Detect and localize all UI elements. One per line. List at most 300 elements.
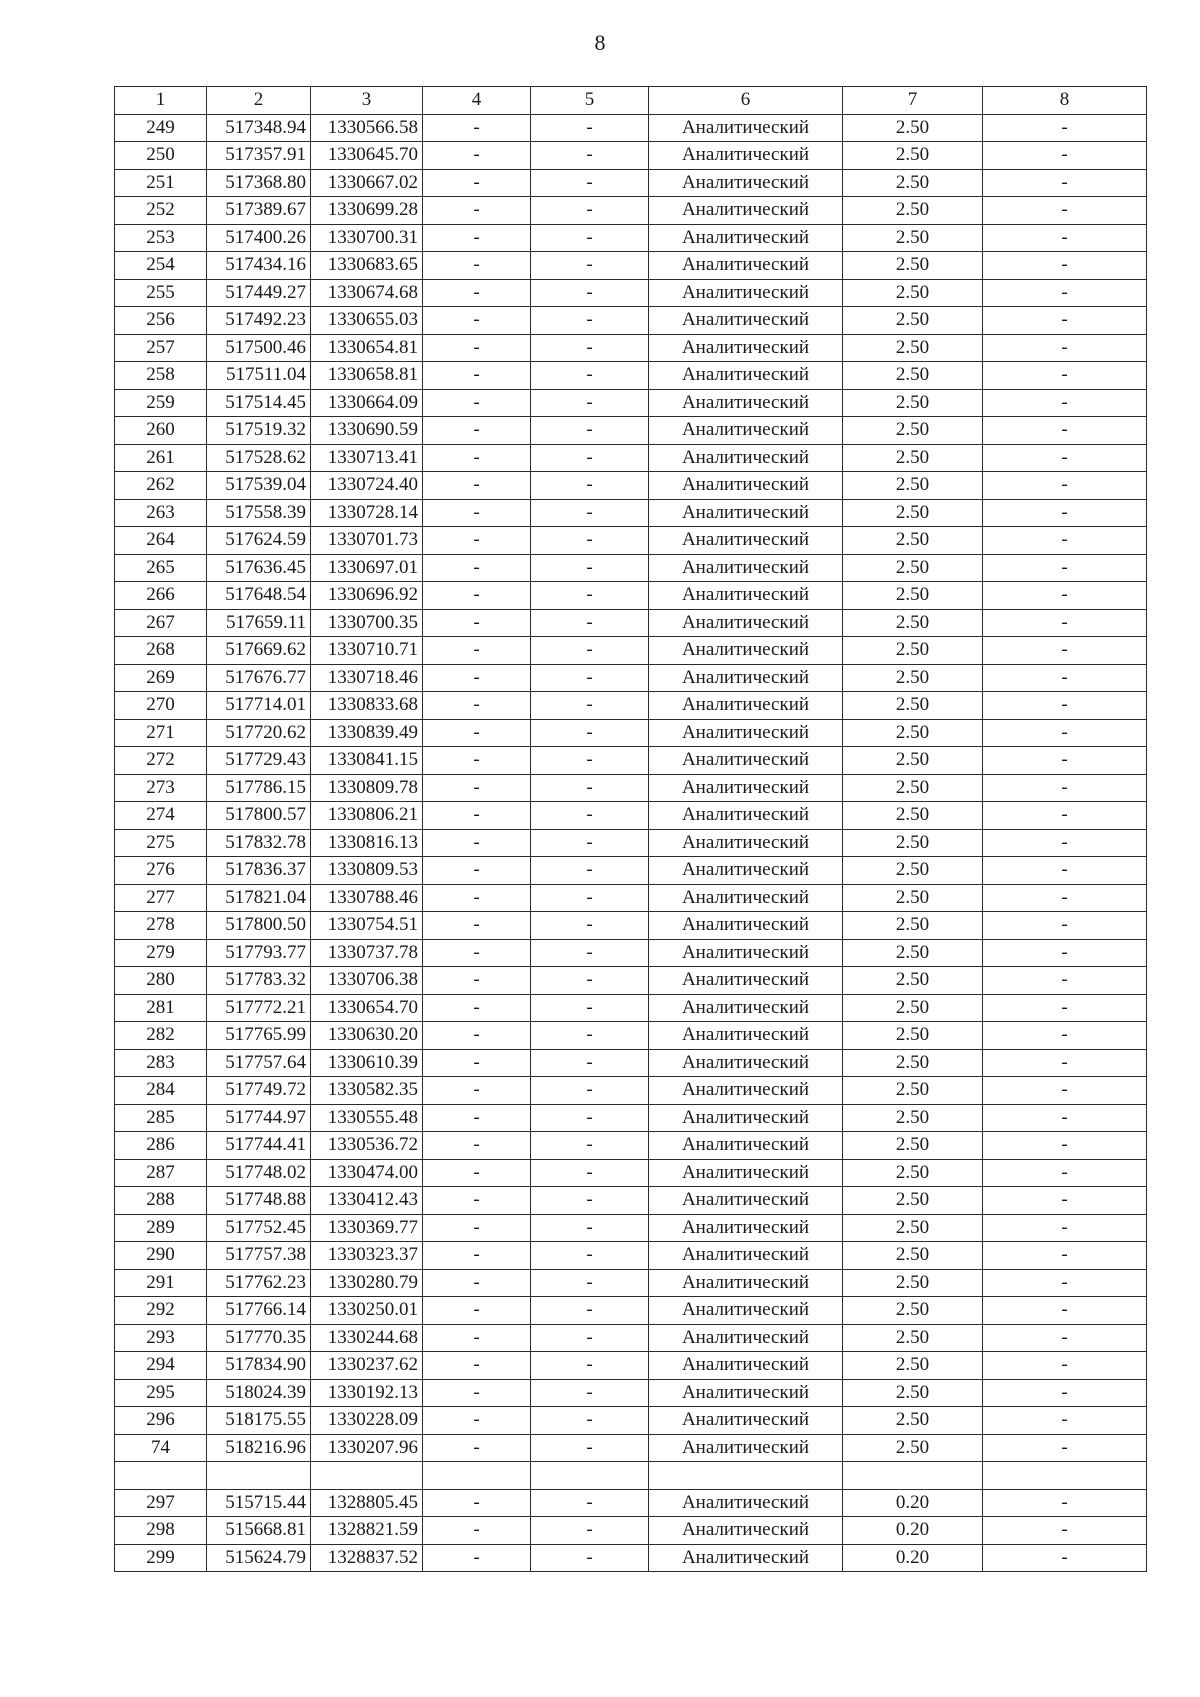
x-coordinate-cell: 517744.41 <box>207 1132 311 1160</box>
point-number-cell: 252 <box>115 197 207 225</box>
point-number-cell: 284 <box>115 1077 207 1105</box>
column-header: 7 <box>843 87 983 115</box>
y-coordinate-cell: 1330713.41 <box>311 444 423 472</box>
method-cell: Аналитический <box>649 719 843 747</box>
accuracy-cell: 2.50 <box>843 1297 983 1325</box>
column-8-cell: - <box>983 1379 1147 1407</box>
y-coordinate-cell: 1330555.48 <box>311 1104 423 1132</box>
method-cell: Аналитический <box>649 1159 843 1187</box>
x-coordinate-cell: 517558.39 <box>207 499 311 527</box>
accuracy-cell: 2.50 <box>843 857 983 885</box>
accuracy-cell: 2.50 <box>843 1352 983 1380</box>
point-number-cell: 279 <box>115 939 207 967</box>
column-5-cell: - <box>531 334 649 362</box>
accuracy-cell: 2.50 <box>843 1187 983 1215</box>
column-4-cell: - <box>423 499 531 527</box>
method-cell: Аналитический <box>649 1517 843 1545</box>
table-row <box>115 142 1147 170</box>
column-4-cell: - <box>423 334 531 362</box>
y-coordinate-cell: 1330699.28 <box>311 197 423 225</box>
y-coordinate-cell: 1330806.21 <box>311 802 423 830</box>
column-4-cell: - <box>423 884 531 912</box>
column-8-cell: - <box>983 1352 1147 1380</box>
point-number-cell: 262 <box>115 472 207 500</box>
column-5-cell: - <box>531 362 649 390</box>
method-cell: Аналитический <box>649 939 843 967</box>
column-4-cell: - <box>423 1544 531 1572</box>
point-number-cell: 292 <box>115 1297 207 1325</box>
y-coordinate-cell: 1330816.13 <box>311 829 423 857</box>
y-coordinate-cell: 1328837.52 <box>311 1544 423 1572</box>
column-4-cell: - <box>423 1434 531 1462</box>
column-8-cell: - <box>983 142 1147 170</box>
column-5-cell: - <box>531 664 649 692</box>
point-number-cell: 280 <box>115 967 207 995</box>
y-coordinate-cell: 1330788.46 <box>311 884 423 912</box>
method-cell: Аналитический <box>649 1489 843 1517</box>
table-row <box>115 417 1147 445</box>
accuracy-cell: 2.50 <box>843 307 983 335</box>
accuracy-cell: 2.50 <box>843 169 983 197</box>
x-coordinate-cell: 515668.81 <box>207 1517 311 1545</box>
y-coordinate-cell: 1330323.37 <box>311 1242 423 1270</box>
method-cell: Аналитический <box>649 857 843 885</box>
y-coordinate-cell: 1330706.38 <box>311 967 423 995</box>
column-5-cell: - <box>531 1214 649 1242</box>
column-4-cell: - <box>423 417 531 445</box>
method-cell: Аналитический <box>649 554 843 582</box>
table-row <box>115 1077 1147 1105</box>
column-8-cell: - <box>983 1434 1147 1462</box>
y-coordinate-cell: 1330700.35 <box>311 609 423 637</box>
method-cell: Аналитический <box>649 747 843 775</box>
table-row <box>115 857 1147 885</box>
method-cell: Аналитический <box>649 1544 843 1572</box>
method-cell: Аналитический <box>649 1242 843 1270</box>
column-5-cell: - <box>531 197 649 225</box>
accuracy-cell: 2.50 <box>843 1077 983 1105</box>
table-row <box>115 1407 1147 1435</box>
x-coordinate-cell: 517757.38 <box>207 1242 311 1270</box>
column-5-cell: - <box>531 774 649 802</box>
accuracy-cell: 2.50 <box>843 774 983 802</box>
x-coordinate-cell: 517624.59 <box>207 527 311 555</box>
column-8-cell: - <box>983 114 1147 142</box>
method-cell: Аналитический <box>649 774 843 802</box>
column-5-cell: - <box>531 279 649 307</box>
method-cell: Аналитический <box>649 1187 843 1215</box>
point-number-cell: 267 <box>115 609 207 637</box>
method-cell: Аналитический <box>649 1022 843 1050</box>
column-8-cell: - <box>983 224 1147 252</box>
y-coordinate-cell: 1330664.09 <box>311 389 423 417</box>
y-coordinate-cell: 1330654.81 <box>311 334 423 362</box>
method-cell: Аналитический <box>649 609 843 637</box>
method-cell: Аналитический <box>649 334 843 362</box>
x-coordinate-cell: 517793.77 <box>207 939 311 967</box>
column-header: 2 <box>207 87 311 115</box>
column-8-cell: - <box>983 1407 1147 1435</box>
point-number-cell: 276 <box>115 857 207 885</box>
y-coordinate-cell: 1330244.68 <box>311 1324 423 1352</box>
column-4-cell: - <box>423 857 531 885</box>
x-coordinate-cell: 515715.44 <box>207 1489 311 1517</box>
column-4-cell: - <box>423 527 531 555</box>
column-4-cell: - <box>423 1517 531 1545</box>
column-8-cell: - <box>983 1132 1147 1160</box>
y-coordinate-cell: 1330700.31 <box>311 224 423 252</box>
column-8-cell: - <box>983 197 1147 225</box>
column-5-cell: - <box>531 1379 649 1407</box>
x-coordinate-cell: 517449.27 <box>207 279 311 307</box>
point-number-cell: 269 <box>115 664 207 692</box>
point-number-cell: 74 <box>115 1434 207 1462</box>
accuracy-cell <box>843 1462 983 1490</box>
column-8-cell: - <box>983 1104 1147 1132</box>
point-number-cell: 272 <box>115 747 207 775</box>
column-8-cell: - <box>983 252 1147 280</box>
table-row <box>115 774 1147 802</box>
accuracy-cell: 2.50 <box>843 1379 983 1407</box>
table-row <box>115 389 1147 417</box>
column-4-cell: - <box>423 1214 531 1242</box>
column-4-cell: - <box>423 1379 531 1407</box>
point-number-cell: 271 <box>115 719 207 747</box>
method-cell: Аналитический <box>649 472 843 500</box>
column-4-cell: - <box>423 1104 531 1132</box>
point-number-cell: 259 <box>115 389 207 417</box>
table-row <box>115 334 1147 362</box>
method-cell: Аналитический <box>649 417 843 445</box>
x-coordinate-cell: 517434.16 <box>207 252 311 280</box>
point-number-cell: 270 <box>115 692 207 720</box>
x-coordinate-cell: 517720.62 <box>207 719 311 747</box>
column-8-cell: - <box>983 1517 1147 1545</box>
x-coordinate-cell: 517348.94 <box>207 114 311 142</box>
column-4-cell: - <box>423 802 531 830</box>
method-cell: Аналитический <box>649 169 843 197</box>
column-4-cell: - <box>423 224 531 252</box>
table-row <box>115 692 1147 720</box>
accuracy-cell: 2.50 <box>843 1242 983 1270</box>
x-coordinate-cell: 517492.23 <box>207 307 311 335</box>
method-cell: Аналитический <box>649 224 843 252</box>
y-coordinate-cell: 1330697.01 <box>311 554 423 582</box>
column-8-cell: - <box>983 692 1147 720</box>
point-number-cell: 265 <box>115 554 207 582</box>
column-5-cell: - <box>531 1544 649 1572</box>
column-5-cell: - <box>531 224 649 252</box>
coordinates-table <box>114 86 1147 1572</box>
column-5-cell: - <box>531 1407 649 1435</box>
column-5-cell: - <box>531 1187 649 1215</box>
column-8-cell: - <box>983 334 1147 362</box>
column-5-cell: - <box>531 252 649 280</box>
column-8-cell: - <box>983 1159 1147 1187</box>
table-body <box>115 114 1147 1572</box>
point-number-cell: 294 <box>115 1352 207 1380</box>
column-8-cell: - <box>983 637 1147 665</box>
y-coordinate-cell: 1330630.20 <box>311 1022 423 1050</box>
x-coordinate-cell: 517783.32 <box>207 967 311 995</box>
y-coordinate-cell: 1330696.92 <box>311 582 423 610</box>
accuracy-cell: 2.50 <box>843 362 983 390</box>
x-coordinate-cell: 517800.57 <box>207 802 311 830</box>
table-row <box>115 1517 1147 1545</box>
column-5-cell <box>531 1462 649 1490</box>
y-coordinate-cell: 1330839.49 <box>311 719 423 747</box>
point-number-cell: 257 <box>115 334 207 362</box>
method-cell: Аналитический <box>649 1297 843 1325</box>
accuracy-cell: 0.20 <box>843 1489 983 1517</box>
column-5-cell: - <box>531 169 649 197</box>
column-5-cell: - <box>531 389 649 417</box>
column-8-cell: - <box>983 664 1147 692</box>
method-cell: Аналитический <box>649 114 843 142</box>
x-coordinate-cell: 517514.45 <box>207 389 311 417</box>
y-coordinate-cell: 1330690.59 <box>311 417 423 445</box>
column-8-cell: - <box>983 1187 1147 1215</box>
method-cell: Аналитический <box>649 994 843 1022</box>
column-4-cell: - <box>423 307 531 335</box>
point-number-cell: 291 <box>115 1269 207 1297</box>
accuracy-cell: 2.50 <box>843 1407 983 1435</box>
y-coordinate-cell: 1330724.40 <box>311 472 423 500</box>
point-number-cell: 298 <box>115 1517 207 1545</box>
x-coordinate-cell: 517729.43 <box>207 747 311 775</box>
table-row <box>115 1352 1147 1380</box>
x-coordinate-cell: 517669.62 <box>207 637 311 665</box>
column-8-cell: - <box>983 307 1147 335</box>
column-4-cell: - <box>423 1049 531 1077</box>
table-row <box>115 1379 1147 1407</box>
column-5-cell: - <box>531 582 649 610</box>
accuracy-cell: 2.50 <box>843 582 983 610</box>
column-4-cell: - <box>423 197 531 225</box>
column-5-cell: - <box>531 967 649 995</box>
column-5-cell: - <box>531 444 649 472</box>
column-4-cell: - <box>423 1352 531 1380</box>
method-cell: Аналитический <box>649 142 843 170</box>
column-4-cell: - <box>423 1022 531 1050</box>
y-coordinate-cell: 1330654.70 <box>311 994 423 1022</box>
method-cell: Аналитический <box>649 252 843 280</box>
column-4-cell: - <box>423 114 531 142</box>
column-5-cell: - <box>531 114 649 142</box>
y-coordinate-cell <box>311 1462 423 1490</box>
column-5-cell: - <box>531 307 649 335</box>
y-coordinate-cell: 1330683.65 <box>311 252 423 280</box>
column-8-cell: - <box>983 1269 1147 1297</box>
x-coordinate-cell: 517762.23 <box>207 1269 311 1297</box>
column-4-cell: - <box>423 994 531 1022</box>
column-8-cell: - <box>983 719 1147 747</box>
table-row <box>115 307 1147 335</box>
column-5-cell: - <box>531 1517 649 1545</box>
table-row <box>115 967 1147 995</box>
column-8-cell: - <box>983 1022 1147 1050</box>
column-header: 6 <box>649 87 843 115</box>
point-number-cell: 274 <box>115 802 207 830</box>
y-coordinate-cell: 1330833.68 <box>311 692 423 720</box>
method-cell: Аналитический <box>649 1049 843 1077</box>
column-4-cell: - <box>423 1489 531 1517</box>
column-5-cell: - <box>531 1077 649 1105</box>
table-row <box>115 169 1147 197</box>
accuracy-cell: 2.50 <box>843 1104 983 1132</box>
column-8-cell: - <box>983 389 1147 417</box>
table-row <box>115 1214 1147 1242</box>
table-row <box>115 1104 1147 1132</box>
x-coordinate-cell: 517539.04 <box>207 472 311 500</box>
point-number-cell: 254 <box>115 252 207 280</box>
point-number-cell: 275 <box>115 829 207 857</box>
column-4-cell: - <box>423 142 531 170</box>
accuracy-cell: 2.50 <box>843 1132 983 1160</box>
table-row <box>115 197 1147 225</box>
column-4-cell: - <box>423 939 531 967</box>
point-number-cell: 255 <box>115 279 207 307</box>
accuracy-cell: 2.50 <box>843 472 983 500</box>
column-header: 5 <box>531 87 649 115</box>
x-coordinate-cell: 517389.67 <box>207 197 311 225</box>
method-cell: Аналитический <box>649 1434 843 1462</box>
table-row <box>115 1269 1147 1297</box>
column-8-cell: - <box>983 1544 1147 1572</box>
column-4-cell: - <box>423 1159 531 1187</box>
method-cell: Аналитический <box>649 582 843 610</box>
table-row <box>115 527 1147 555</box>
table-row <box>115 1544 1147 1572</box>
y-coordinate-cell: 1330718.46 <box>311 664 423 692</box>
column-4-cell: - <box>423 1242 531 1270</box>
x-coordinate-cell: 517832.78 <box>207 829 311 857</box>
accuracy-cell: 2.50 <box>843 444 983 472</box>
column-header: 3 <box>311 87 423 115</box>
accuracy-cell: 2.50 <box>843 197 983 225</box>
accuracy-cell: 2.50 <box>843 609 983 637</box>
x-coordinate-cell: 517714.01 <box>207 692 311 720</box>
column-5-cell: - <box>531 719 649 747</box>
column-8-cell: - <box>983 802 1147 830</box>
accuracy-cell: 2.50 <box>843 1022 983 1050</box>
accuracy-cell: 2.50 <box>843 664 983 692</box>
column-8-cell <box>983 1462 1147 1490</box>
table-row <box>115 554 1147 582</box>
method-cell: Аналитический <box>649 362 843 390</box>
column-5-cell: - <box>531 994 649 1022</box>
table-row <box>115 1242 1147 1270</box>
table-row <box>115 1049 1147 1077</box>
column-4-cell: - <box>423 1187 531 1215</box>
accuracy-cell: 2.50 <box>843 939 983 967</box>
column-4-cell: - <box>423 637 531 665</box>
point-number-cell: 263 <box>115 499 207 527</box>
point-number-cell: 289 <box>115 1214 207 1242</box>
table-row <box>115 1297 1147 1325</box>
column-header: 1 <box>115 87 207 115</box>
accuracy-cell: 2.50 <box>843 1049 983 1077</box>
method-cell: Аналитический <box>649 1269 843 1297</box>
accuracy-cell: 2.50 <box>843 279 983 307</box>
column-5-cell: - <box>531 417 649 445</box>
y-coordinate-cell: 1328805.45 <box>311 1489 423 1517</box>
accuracy-cell: 2.50 <box>843 389 983 417</box>
table-row <box>115 1022 1147 1050</box>
y-coordinate-cell: 1330667.02 <box>311 169 423 197</box>
y-coordinate-cell: 1330280.79 <box>311 1269 423 1297</box>
accuracy-cell: 2.50 <box>843 747 983 775</box>
column-4-cell: - <box>423 582 531 610</box>
y-coordinate-cell: 1330474.00 <box>311 1159 423 1187</box>
point-number-cell: 299 <box>115 1544 207 1572</box>
y-coordinate-cell: 1330809.78 <box>311 774 423 802</box>
x-coordinate-cell: 517836.37 <box>207 857 311 885</box>
column-5-cell: - <box>531 142 649 170</box>
column-4-cell: - <box>423 444 531 472</box>
x-coordinate-cell: 517749.72 <box>207 1077 311 1105</box>
accuracy-cell: 2.50 <box>843 252 983 280</box>
y-coordinate-cell: 1330610.39 <box>311 1049 423 1077</box>
method-cell: Аналитический <box>649 692 843 720</box>
point-number-cell: 268 <box>115 637 207 665</box>
column-8-cell: - <box>983 939 1147 967</box>
method-cell: Аналитический <box>649 637 843 665</box>
accuracy-cell: 2.50 <box>843 527 983 555</box>
column-5-cell: - <box>531 802 649 830</box>
column-5-cell: - <box>531 1489 649 1517</box>
table-row <box>115 719 1147 747</box>
point-number-cell: 283 <box>115 1049 207 1077</box>
method-cell: Аналитический <box>649 829 843 857</box>
column-4-cell: - <box>423 747 531 775</box>
x-coordinate-cell: 517659.11 <box>207 609 311 637</box>
accuracy-cell: 2.50 <box>843 692 983 720</box>
column-4-cell: - <box>423 912 531 940</box>
x-coordinate-cell: 517834.90 <box>207 1352 311 1380</box>
column-4-cell: - <box>423 1297 531 1325</box>
method-cell: Аналитический <box>649 499 843 527</box>
method-cell: Аналитический <box>649 1379 843 1407</box>
accuracy-cell: 2.50 <box>843 637 983 665</box>
method-cell: Аналитический <box>649 884 843 912</box>
column-4-cell: - <box>423 774 531 802</box>
column-8-cell: - <box>983 554 1147 582</box>
column-8-cell: - <box>983 774 1147 802</box>
column-4-cell: - <box>423 1324 531 1352</box>
method-cell: Аналитический <box>649 1077 843 1105</box>
y-coordinate-cell: 1330645.70 <box>311 142 423 170</box>
y-coordinate-cell: 1330582.35 <box>311 1077 423 1105</box>
column-8-cell: - <box>983 527 1147 555</box>
accuracy-cell: 2.50 <box>843 802 983 830</box>
x-coordinate-cell: 517748.02 <box>207 1159 311 1187</box>
table-row <box>115 664 1147 692</box>
column-5-cell: - <box>531 472 649 500</box>
y-coordinate-cell: 1330754.51 <box>311 912 423 940</box>
table-row <box>115 279 1147 307</box>
table-row <box>115 884 1147 912</box>
x-coordinate-cell: 517357.91 <box>207 142 311 170</box>
column-5-cell: - <box>531 692 649 720</box>
accuracy-cell: 2.50 <box>843 1324 983 1352</box>
x-coordinate-cell: 518216.96 <box>207 1434 311 1462</box>
y-coordinate-cell: 1330809.53 <box>311 857 423 885</box>
table-row <box>115 224 1147 252</box>
x-coordinate-cell: 517821.04 <box>207 884 311 912</box>
column-4-cell: - <box>423 279 531 307</box>
accuracy-cell: 2.50 <box>843 1434 983 1462</box>
